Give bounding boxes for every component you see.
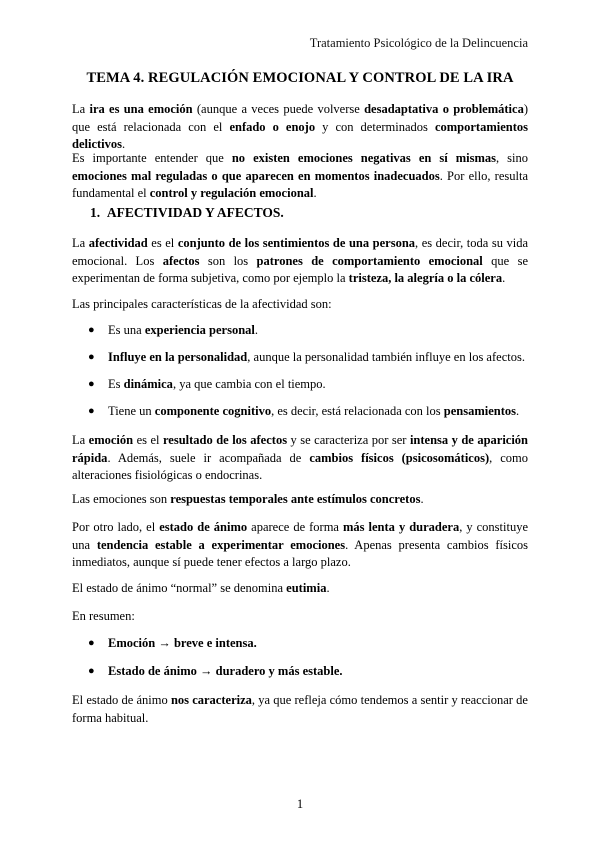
paragraph-estado-animo: Por otro lado, el estado de ánimo aparece de forma más lenta y duradera, y constituye una tendencia estable a experimentar emociones. Apenas presenta cambios físicos inmediatos, aunque sí puede tener efectos a largo plazo.: [72, 520, 529, 569]
bullet-icon: ●: [88, 665, 95, 677]
paragraph-en-resumen: En resumen:: [72, 609, 135, 623]
section-number: 1.: [90, 205, 101, 220]
paragraph-afectividad: La afectividad es el conjunto de los sentimientos de una persona, es decir, toda su vida emocional. Los afectos son los patrones de comportamiento emocional que se experimentan de forma subjetiva, como por ejemplo la tristeza, la alegría o la cólera.: [72, 236, 529, 285]
bullet-icon: ●: [88, 405, 95, 417]
bullet-icon: ●: [88, 351, 95, 363]
page-title: TEMA 4. REGULACIÓN EMOCIONAL Y CONTROL DE LA IRA: [86, 70, 514, 86]
document-page: Tratamiento Psicológico de la Delincuencia TEMA 4. REGULACIÓN EMOCIONAL Y CONTROL DE LA IRA La ira es una emoción (aunque a veces puede volverse desadaptativa o problemática) que está relacionada con el enfado o enojo y con determinados comportamientos delictivos. Es importante entender que no existen emociones negativas en sí mismas, sino emociones mal reguladas o que aparecen en momentos inadecuados. Por ello, resulta fundamental el control y regulación emocional. 1. AFECTIVIDAD Y AFECTOS. La afectividad es el conjunto de los sentimientos de una persona, es decir, toda su vida emocional. Los afectos son los patrones de comportamiento emocional que se experimentan de forma subjetiva, como por ejemplo la tristeza, la alegría o la cólera. Las principales características de la afectividad son: ● Es una experiencia personal. ● Influye en la personalidad, aunque la personalidad también influye en los afectos. ● Es dinámica, ya que cambia con el tiempo. ● Tiene un componente cognitivo, es decir, está relacionada con los pensamientos. La emoción es el resultado de los afectos y se caracteriza por ser intensa y de aparición rápida. Además, suele ir acompañada de cambios físicos (psicosomáticos), como alteraciones fisiológicas o endocrinas. Las emociones son respuestas temporales ante estímulos concretos. Por otro lado, el estado de ánimo aparece de forma más lenta y duradera, y constituye una tendencia estable a experimentar emociones. Apenas presenta cambios físicos inmediatos, aunque sí puede tener efectos a largo plazo. El estado de ánimo “normal” se denomina eutimia. En resumen: ● Emoción → breve e intensa. ● Estado de ánimo → duradero y más estable. El estado de ánimo nos caracteriza, ya que refleja cómo tendemos a sentir y reaccionar de forma habitual. 1: [0, 0, 600, 848]
paragraph-eutimia: El estado de ánimo “normal” se denomina eutimia.: [72, 581, 330, 595]
paragraph-caracteristicas: Las principales características de la afectividad son:: [72, 297, 332, 311]
bullet-icon: ●: [88, 637, 95, 649]
paragraph-nos-caracteriza: El estado de ánimo nos caracteriza, ya que refleja cómo tendemos a sentir y reaccionar de forma habitual.: [72, 693, 528, 725]
running-header: Tratamiento Psicológico de la Delincuencia: [309, 36, 528, 50]
page-number: 1: [296, 797, 304, 811]
bullet-icon: ●: [88, 324, 95, 336]
paragraph-emocion: La emoción es el resultado de los afectos y se caracteriza por ser intensa y de aparición rápida. Además, suele ir acompañada de cambios físicos (psicosomáticos), como alteraciones fisiológicas o endocrinas.: [72, 433, 529, 482]
paragraph-intro-ira: La ira es una emoción (aunque a veces puede volverse desadaptativa o problemática) que está relacionada con el enfado o enojo y con determinados comportamientos delictivos.: [72, 102, 529, 151]
bullet-icon: ●: [88, 378, 95, 390]
paragraph-emociones-reguladas: Es importante entender que no existen emociones negativas en sí mismas, sino emociones mal reguladas o que aparecen en momentos inadecuados. Por ello, resulta fundamental el control y regulación emocional.: [72, 151, 528, 200]
section-title: AFECTIVIDAD Y AFECTOS.: [106, 205, 284, 220]
paragraph-respuestas-temporales: Las emociones son respuestas temporales ante estímulos concretos.: [72, 492, 424, 506]
section-heading-afectividad: [90, 205, 284, 221]
